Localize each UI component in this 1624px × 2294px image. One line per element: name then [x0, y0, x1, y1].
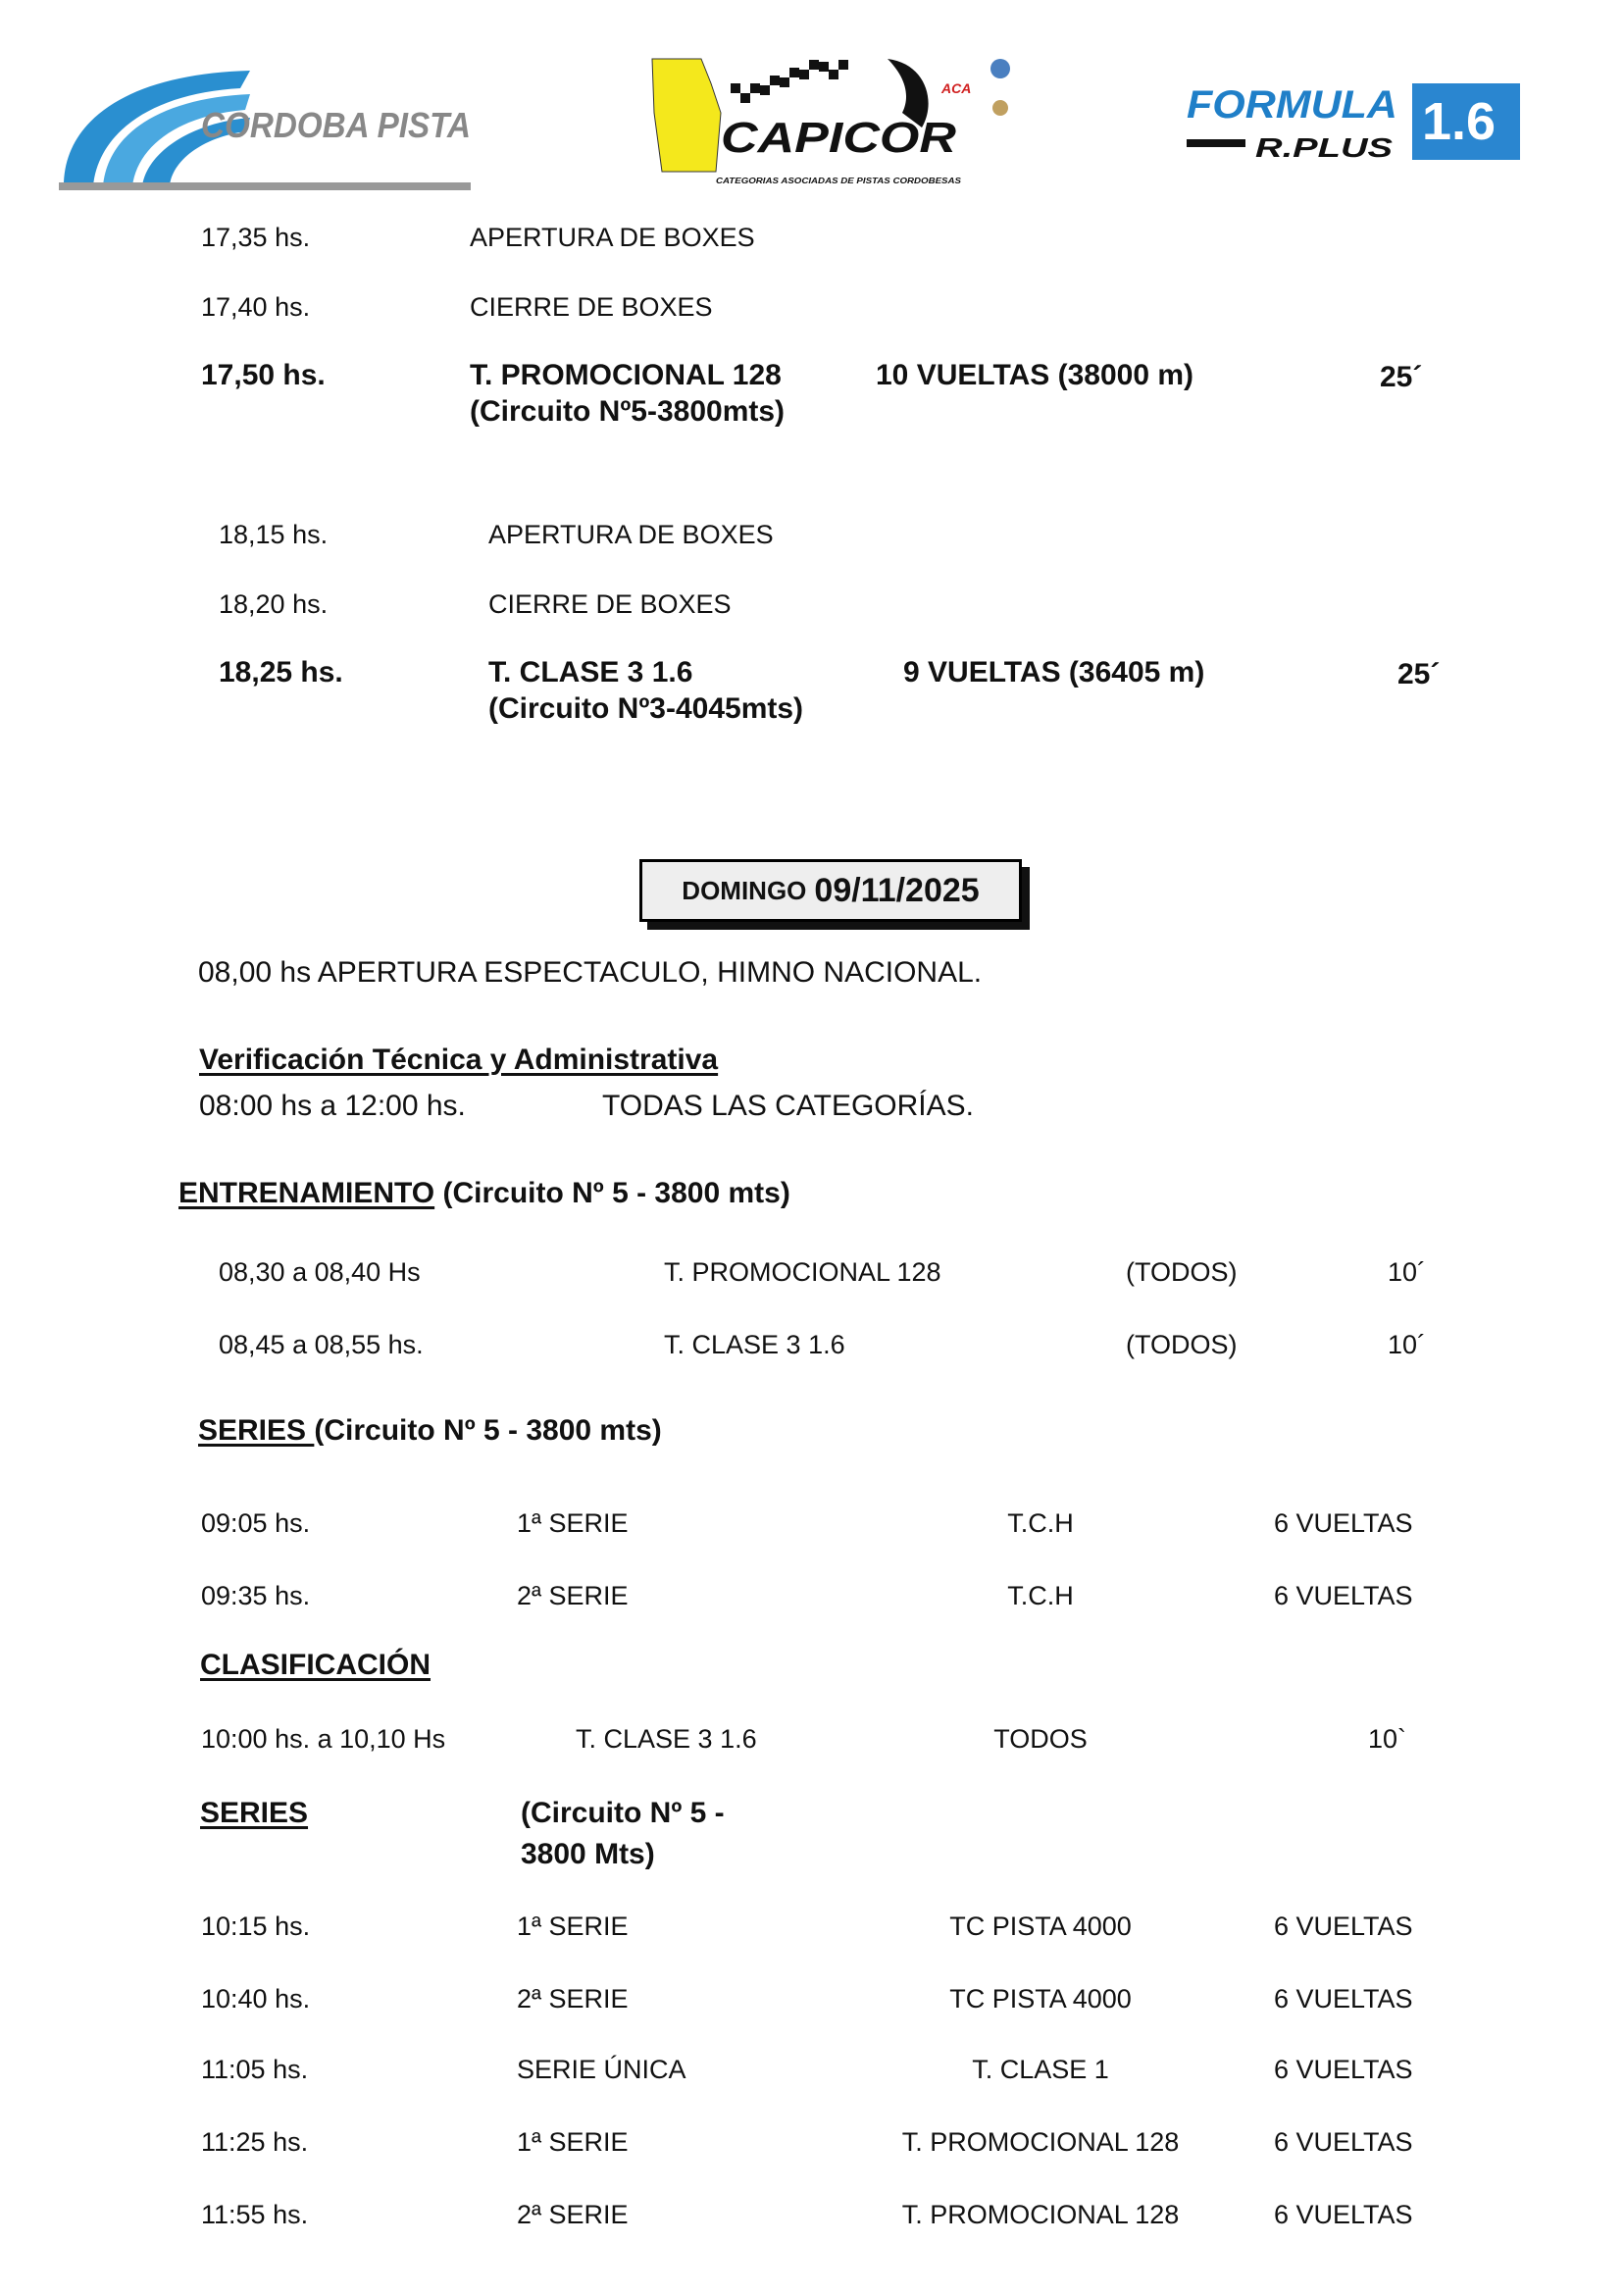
- cordoba-pista-logo: [54, 59, 485, 196]
- series-time: 10:40 hs.: [201, 1984, 311, 2014]
- series-laps: 6 VUELTAS: [1274, 1581, 1413, 1610]
- training-time: 08,45 a 08,55 hs.: [219, 1330, 424, 1359]
- classification-group: TODOS: [993, 1724, 1088, 1754]
- schedule-time: 17,40 hs.: [201, 292, 311, 322]
- series-name: SERIE ÚNICA: [517, 2055, 686, 2084]
- series-circuit: 3800 Mts): [521, 1838, 655, 1870]
- classification-category: T. CLASE 3 1.6: [576, 1724, 757, 1754]
- schedule-circuit: (Circuito Nº3-4045mts): [488, 692, 804, 725]
- training-group: (TODOS): [1126, 1257, 1238, 1287]
- day-date: 09/11/2025: [814, 871, 980, 909]
- svg-text:FORMULA: FORMULA: [1187, 83, 1397, 127]
- training-time: 08,30 a 08,40 Hs: [219, 1257, 421, 1287]
- training-category: T. CLASE 3 1.6: [664, 1330, 845, 1359]
- training-circuit: (Circuito Nº 5 - 3800 mts): [442, 1177, 790, 1209]
- schedule-event: APERTURA DE BOXES: [488, 520, 774, 549]
- series-time: 11:05 hs.: [201, 2055, 309, 2084]
- training-duration: 10´: [1388, 1330, 1427, 1359]
- svg-text:CORDOBA PISTA: CORDOBA PISTA: [201, 105, 471, 145]
- schedule-event: T. CLASE 3 1.6: [488, 656, 693, 688]
- day-name: DOMINGO: [682, 875, 807, 905]
- series-time: 09:05 hs.: [201, 1508, 311, 1538]
- capicor-logo: [642, 54, 1025, 191]
- svg-text:R.PLUS: R.PLUS: [1255, 132, 1394, 163]
- schedule-laps: 9 VUELTAS (36405 m): [903, 656, 1205, 688]
- series-name: 2ª SERIE: [517, 1581, 629, 1610]
- svg-text:ACA: ACA: [941, 80, 972, 96]
- series-category: T. PROMOCIONAL 128: [901, 2200, 1180, 2229]
- series-category: TC PISTA 4000: [949, 1984, 1132, 2014]
- svg-text:CATEGORIAS ASOCIADAS DE PISTAS: CATEGORIAS ASOCIADAS DE PISTAS CORDOBESAS: [716, 177, 962, 185]
- series-laps: 6 VUELTAS: [1274, 1912, 1413, 1941]
- series-time: 11:25 hs.: [201, 2127, 309, 2157]
- day-header: [639, 859, 1022, 922]
- series-laps: 6 VUELTAS: [1274, 2127, 1413, 2157]
- schedule-event: CIERRE DE BOXES: [488, 589, 732, 619]
- series-circuit: (Circuito Nº 5 - 3800 mts): [314, 1414, 662, 1447]
- classification-time: 10:00 hs. a 10,10 Hs: [201, 1724, 446, 1754]
- series-title: SERIES: [200, 1797, 309, 1829]
- series-laps: 6 VUELTAS: [1274, 1508, 1413, 1538]
- schedule-event: APERTURA DE BOXES: [470, 223, 755, 252]
- opening-line: 08,00 hs APERTURA ESPECTACULO, HIMNO NACIONAL.: [198, 956, 983, 989]
- series-name: 2ª SERIE: [517, 1984, 629, 2014]
- series-name: 1ª SERIE: [517, 1508, 629, 1538]
- verification-scope: TODAS LAS CATEGORÍAS.: [602, 1090, 974, 1122]
- series-name: 1ª SERIE: [517, 1912, 629, 1941]
- svg-text:CAPICOR: CAPICOR: [721, 114, 957, 162]
- schedule-event: T. PROMOCIONAL 128: [470, 359, 782, 391]
- verification-time: 08:00 hs a 12:00 hs.: [199, 1090, 466, 1122]
- schedule-time: 17,35 hs.: [201, 223, 311, 252]
- classification-duration: 10`: [1368, 1724, 1407, 1754]
- formula-16-logo: [1182, 78, 1525, 167]
- schedule-duration: 25´: [1380, 361, 1423, 393]
- schedule-event: CIERRE DE BOXES: [470, 292, 713, 322]
- schedule-time: 18,15 hs.: [219, 520, 329, 549]
- schedule-time: 17,50 hs.: [201, 359, 326, 391]
- schedule-time: 18,25 hs.: [219, 656, 343, 688]
- series-time: 10:15 hs.: [201, 1912, 311, 1941]
- series-category: TC PISTA 4000: [949, 1912, 1132, 1941]
- series-time: 09:35 hs.: [201, 1581, 311, 1610]
- training-duration: 10´: [1388, 1257, 1427, 1287]
- series-name: 1ª SERIE: [517, 2127, 629, 2157]
- training-group: (TODOS): [1126, 1330, 1238, 1359]
- series-title: SERIES: [198, 1414, 315, 1447]
- series-laps: 6 VUELTAS: [1274, 2200, 1413, 2229]
- series-category: T. PROMOCIONAL 128: [901, 2127, 1180, 2157]
- series-laps: 6 VUELTAS: [1274, 1984, 1413, 2014]
- schedule-laps: 10 VUELTAS (38000 m): [876, 359, 1194, 391]
- classification-title: CLASIFICACIÓN: [200, 1649, 431, 1681]
- series-heading: [198, 1414, 662, 1448]
- schedule-time: 18,20 hs.: [219, 589, 329, 619]
- training-heading: [178, 1177, 790, 1210]
- series-laps: 6 VUELTAS: [1274, 2055, 1413, 2084]
- schedule-circuit: (Circuito Nº5-3800mts): [470, 395, 786, 428]
- series-name: 2ª SERIE: [517, 2200, 629, 2229]
- schedule-duration: 25´: [1397, 658, 1441, 690]
- verification-title: Verificación Técnica y Administrativa: [199, 1044, 719, 1076]
- training-title: ENTRENAMIENTO: [178, 1177, 435, 1209]
- series-circuit: (Circuito Nº 5 -: [521, 1797, 725, 1829]
- series-category: T.C.H: [1007, 1581, 1074, 1610]
- svg-text:1.6: 1.6: [1422, 92, 1497, 151]
- training-category: T. PROMOCIONAL 128: [664, 1257, 941, 1287]
- series-category: T.C.H: [1007, 1508, 1074, 1538]
- series-time: 11:55 hs.: [201, 2200, 309, 2229]
- series-category: T. CLASE 1: [972, 2055, 1109, 2084]
